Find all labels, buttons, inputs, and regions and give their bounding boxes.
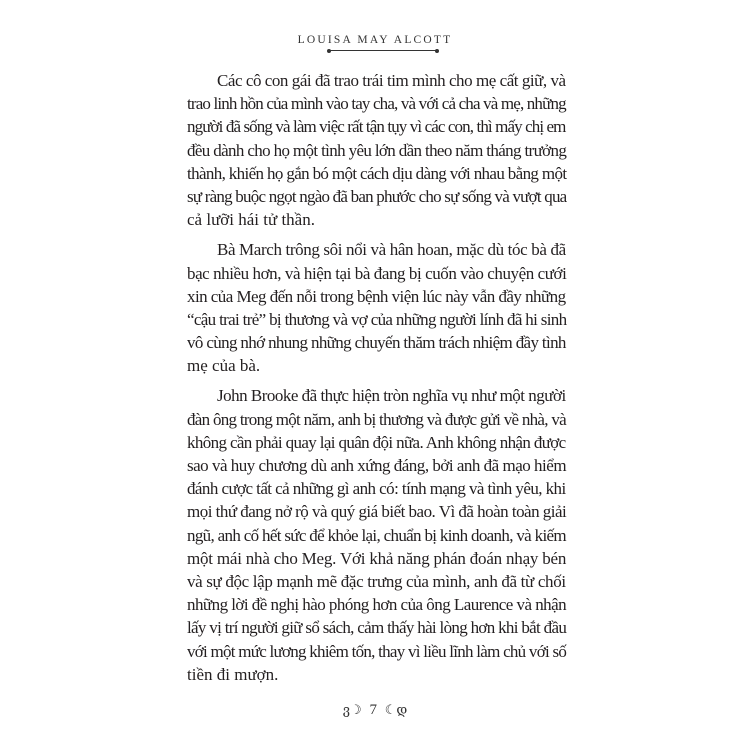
text-line-content: không cần phải quay lại quân đội nữa. Anh không nhận được [187, 432, 566, 452]
text-line-content: lấy vị trí người giữ sổ sách, cảm thấy hài lòng hơn khi bắt đầu [187, 618, 567, 638]
paragraph [187, 384, 566, 685]
running-header-author: LOUISA MAY ALCOTT [297, 34, 453, 46]
text-line-content: mẹ của bà. [187, 356, 261, 376]
text-line-content: đánh cược tất cả những gì anh có: tính mạng và tình yêu, khi [187, 479, 566, 499]
text-line [187, 69, 566, 92]
text-line-content: một mái nhà cho Meg. Với khả năng phán đoán nhạy bén [187, 548, 567, 568]
page-number-footer [0, 701, 750, 719]
paragraph [187, 238, 566, 377]
text-line [187, 208, 566, 231]
text-line [187, 616, 566, 639]
text-line-content: người đã sống và làm việc rất tận tụy vì các con, thì mấy chị em [187, 117, 566, 137]
text-line [187, 285, 566, 308]
text-line-content: những lời đề nghị hào phóng hơn của ông Laurence và nhận [187, 595, 567, 615]
text-line-content: vô cùng nhớ nhung những chuyến thăm trách nhiệm đầy tình [187, 333, 566, 353]
text-line [187, 454, 566, 477]
text-line-content: cả lưỡi hái tử thần. [187, 210, 315, 230]
text-line-content: đàn ông trong một năm, anh bị thương và được gửi về nhà, và [187, 409, 566, 429]
text-line [187, 162, 566, 185]
text-line-content: đều dành cho họ một tình yêu lớn dần theo năm tháng trưởng [187, 140, 567, 160]
text-line [187, 431, 566, 454]
text-line [187, 139, 566, 162]
text-line-content: sao và huy chương dù anh xứng đáng, bởi anh đã mạo hiểm [187, 456, 567, 475]
text-line-content: mọi thứ đang nở rộ và quý giá biết bao. Vì đã hoàn toàn giải [187, 502, 567, 522]
text-line [187, 238, 566, 261]
text-line [187, 354, 566, 377]
ornament-left-icon: ვ☽ [342, 702, 362, 717]
text-line [187, 185, 566, 208]
text-line-content: bạc nhiều hơn, và hiện tại bà đang bị cuốn vào chuyện cưới [187, 263, 567, 283]
text-line-content: tiền đi mượn. [187, 664, 279, 684]
page-number: 7 [369, 702, 377, 718]
text-line [187, 408, 566, 431]
text-line-content: John Brooke đã thực hiện tròn nghĩa vụ như một người [217, 386, 566, 406]
text-line-content: xin của Meg đến nỗi trong bệnh viện lúc này vẫn đầy những [187, 286, 566, 306]
text-line [187, 308, 566, 331]
text-line [187, 593, 566, 616]
ornament-right-icon: ☾დ [384, 702, 408, 717]
text-line [187, 262, 566, 285]
text-line-content: trao linh hồn của mình vào tay cha, và với cả cha và mẹ, những [187, 94, 566, 114]
text-line-content: sự ràng buộc ngọt ngào đã ban phước cho sự sống và vượt qua [187, 186, 567, 206]
text-line [187, 92, 566, 115]
text-line-content: với một mức lương khiêm tốn, thay vì liều lĩnh làm chủ với số [187, 641, 567, 661]
header-divider [329, 50, 437, 51]
text-line [187, 663, 566, 686]
text-line [187, 477, 566, 500]
text-line [187, 331, 566, 354]
text-line-content: và sự độc lập mạnh mẽ đặc trưng của mình, anh đã từ chối [187, 571, 566, 591]
text-line [187, 384, 566, 407]
text-line-content: ngũ, anh cố hết sức để khỏe lại, chuẩn bị kinh doanh, và kiếm [187, 525, 566, 545]
text-line [187, 640, 566, 663]
text-line [187, 500, 566, 523]
text-line-content: thành, khiến họ gắn bó một cách dịu dàng với nhau bằng một [187, 163, 567, 183]
text-line [187, 115, 566, 138]
text-line [187, 570, 566, 593]
text-line [187, 524, 566, 547]
page-body [187, 69, 566, 693]
text-line-content: Bà March trông sôi nổi và hân hoan, mặc dù tóc bà đã [217, 240, 566, 260]
text-line-content: “cậu trai trẻ” bị thương và vợ của những người lính đã hi sinh [187, 309, 567, 329]
paragraph [187, 69, 566, 231]
text-line [187, 547, 566, 570]
text-line-content: Các cô con gái đã trao trái tim mình cho mẹ cất giữ, và [217, 71, 566, 90]
